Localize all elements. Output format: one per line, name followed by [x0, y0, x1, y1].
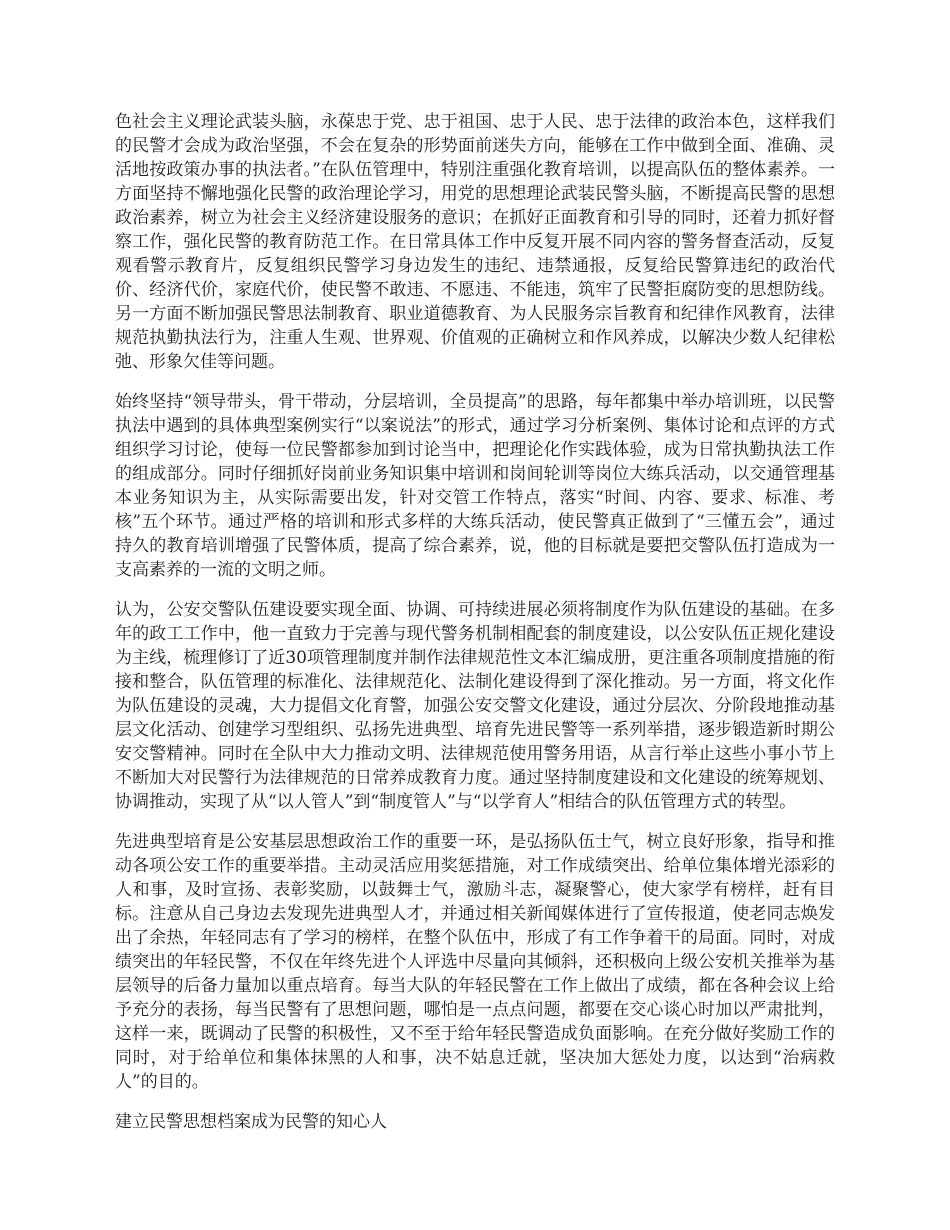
paragraph-3: 认为，公安交警队伍建设要实现全面、协调、可持续进展必须将制度作为队伍建设的基础。在多年的政工工作中，他一直致力于完善与现代警务机制相配套的制度建设，以公安队伍正规化建设为主线，梳理修订了近30项管理制度并制作法律规范性文本汇编成册，更注重各项制度措施的衔接和整合，队伍管理的标准化、法律规范化、法制化建设得到了深化推动。另一方面，将文化作为队伍建设的灵魂，大力提倡文化育警，加强公安交警文化建设，通过分层次、分阶段地推动基层文化活动、创建学习型组织、弘扬先进典型、培育先进民警等一系列举措，逐步锻造新时期公安交警精神。同时在全队中大力推动文明、法律规范使用警务用语，从言行举止这些小事小节上不断加大对民警行为法律规范的日常养成教育力度。通过坚持制度建设和文化建设的统筹规划、协调推动，实现了从“以人管人”到“制度管人”与“以学育人”相结合的队伍管理方式的转型。 — [115, 600, 835, 812]
paragraph-2: 始终坚持“领导带头，骨干带动，分层培训，全员提高”的思路，每年都集中举办培训班，以民警执法中遇到的具体典型案例实行“以案说法”的形式，通过学习分析案例、集体讨论和点评的方式组织学习讨论，使每一位民警都参加到讨论当中，把理论化作实践体验，成为日常执勤执法工作的组成部分。同时仔细抓好岗前业务知识集中培训和岗间轮训等岗位大练兵活动，以交通管理基本业务知识为主，从实际需要出发，针对交管工作特点，落实“时间、内容、要求、标准、考核”五个环节。通过严格的培训和形式多样的大练兵活动，使民警真正做到了“三懂五会”，通过持久的教育培训增强了民警体质，提高了综合素养，说，他的目标就是要把交警队伍打造成为一支高素养的一流的文明之师。 — [115, 392, 835, 580]
paragraph-1: 色社会主义理论武装头脑，永葆忠于党、忠于祖国、忠于人民、忠于法律的政治本色，这样我们的民警才会成为政治坚强，不会在复杂的形势面前迷失方向，能够在工作中做到全面、准确、灵活地按政策办事的执法者。”在队伍管理中，特别注重强化教育培训，以提高队伍的整体素养。一方面坚持不懈地强化民警的政治理论学习，用党的思想理论武装民警头脑，不断提高民警的思想政治素养，树立为社会主义经济建设服务的意识；在抓好正面教育和引导的同时，还着力抓好督察工作，强化民警的教育防范工作。在日常具体工作中反复开展不同内容的警务督查活动，反复观看警示教育片，反复组织民警学习身边发生的违纪、违禁通报，反复给民警算违纪的政治代价、经济代价，家庭代价，使民警不敢违、不愿违、不能违，筑牢了民警拒腐防变的思想防线。另一方面不断加强民警思法制教育、职业道德教育、为人民服务宗旨教育和纪律作风教育，法律规范执勤执法行为，注重人生观、世界观、价值观的正确树立和作风养成，以解决少数人纪律松弛、形象欠佳等问题。 — [115, 112, 835, 372]
document-body — [115, 110, 835, 1150]
section-heading: 建立民警思想档案成为民警的知心人 — [115, 1112, 387, 1132]
paragraph-4: 先进典型培育是公安基层思想政治工作的重要一环，是弘扬队伍士气，树立良好形象，指导和推动各项公安工作的重要举措。主动灵活应用奖惩措施，对工作成绩突出、给单位集体增光添彩的人和事，及时宣扬、表彰奖励，以鼓舞士气，激励斗志，凝聚警心，使大家学有榜样，赶有目标。注意从自己身边去发现先进典型人才，并通过相关新闻媒体进行了宣传报道，使老同志焕发出了余热，年轻同志有了学习的榜样，在整个队伍中，形成了有工作争着干的局面。同时，对成绩突出的年轻民警，不仅在年终先进个人评选中尽量向其倾斜，还积极向上级公安机关推举为基层领导的后备力量加以重点培育。每当大队的年轻民警在工作上做出了成绩，都在各种会议上给予充分的表扬，每当民警有了思想问题，哪怕是一点点问题，都要在交心谈心时加以严肃批判，这样一来，既调动了民警的积极性，又不至于给年轻民警造成负面影响。在充分做好奖励工作的同时，对于给单位和集体抹黑的人和事，决不姑息迁就，坚决加大惩处力度，以达到“治病救人”的目的。 — [115, 832, 835, 1092]
